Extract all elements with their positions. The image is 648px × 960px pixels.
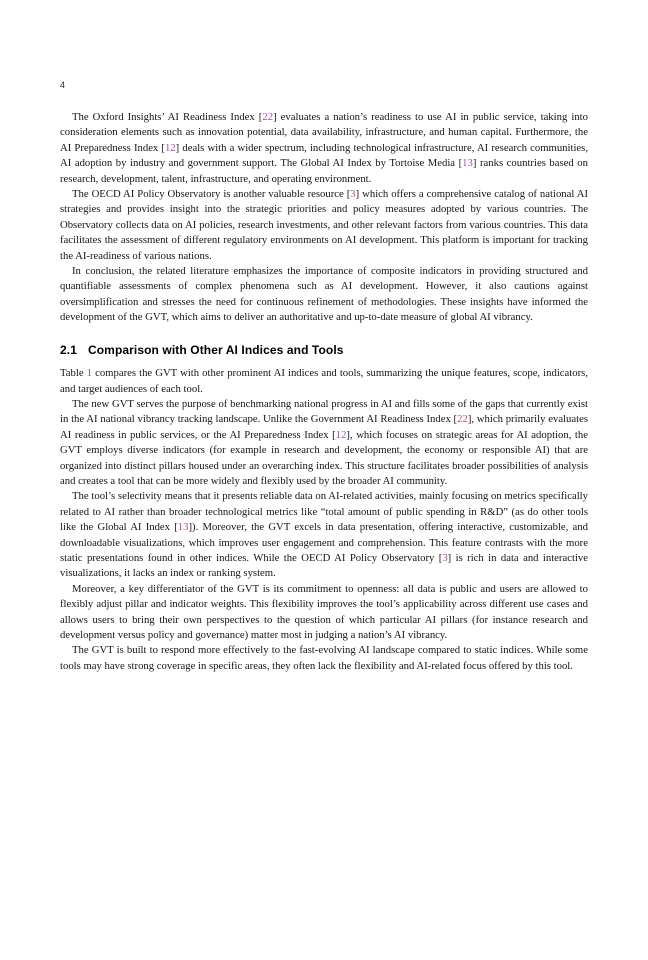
text-run: The Oxford Insights’ AI Readiness Index [	[72, 111, 263, 123]
text-run: ] evaluates a nation’s readiness to use AI in public service, taking into consideration elements such as innovation potential, data availability, infrastructure, and human capital. Furthermore, the AI Preparedness Index [	[60, 111, 588, 154]
paragraph	[60, 187, 588, 264]
text-run: ], which primarily evaluates AI readiness in public services, or the AI Preparedness Index [	[60, 413, 588, 441]
paragraph	[60, 366, 588, 397]
text-run: ] deals with a wider spectrum, including technological infrastructure, AI research communities, AI adoption by industry and government support. The Global AI Index by Tortoise Media [	[60, 141, 588, 170]
section-title: Comparison with Other AI Indices and Tools	[87, 342, 344, 357]
text-run: compares the GVT with other prominent AI indices and tools, summarizing the unique features, scope, indicators, and target audiences of each tool.	[60, 367, 588, 395]
text-run: The new GVT serves the purpose of benchmarking national progress in AI and fills some of the gaps that currently exist in the AI national vibrancy tracking landscape. Unlike the Government AI Readiness Index [	[60, 397, 588, 426]
text-run: ] is rich in data and interactive visualizations, it lacks an index or ranking system.	[60, 551, 588, 580]
citation-link[interactable]: 13	[177, 521, 189, 534]
paragraph	[60, 489, 588, 581]
citation-link[interactable]: 12	[164, 141, 176, 154]
citation-link[interactable]: 22	[457, 413, 468, 426]
citation-link[interactable]: 22	[262, 111, 274, 123]
paragraph	[60, 264, 588, 326]
text-run: ] ranks countries based on research, development, talent, infrastructure, and operating environment.	[60, 157, 588, 185]
text-run: ]). Moreover, the GVT excels in data presentation, offering interactive, customizable, and downloadable visualizations, which improves user engagement and comprehension. This feature contrasts with the more static presentations found in other indices. While the OECD AI Policy Observatory [	[60, 521, 588, 564]
page-body	[60, 110, 588, 674]
text-run: The tool’s selectivity means that it presents reliable data on AI-related activities, mainly focusing on metrics specifically related to AI rather than broader technological metrics like “total amount of public spending in R&D” (as do other tools like the Global AI Index [	[60, 490, 588, 534]
section-number: 2.1	[60, 342, 77, 357]
citation-link[interactable]: 12	[335, 428, 347, 441]
paragraph	[60, 397, 588, 489]
citation-link[interactable]: 3	[350, 188, 356, 201]
text-run: ] which offers a comprehensive catalog of national AI strategies and provides insight into the strategic priorities and policy measures adopted by various countries. The Observatory collects data on AI policies, research investments, and other relevant factors from various countries. This data facilitates the assessment of different regulatory environments on AI development. This platform is important for tracking the AI-readiness of various nations.	[60, 188, 588, 262]
text-run: The OECD AI Policy Observatory is another valuable resource [	[72, 188, 351, 201]
paragraph	[60, 582, 588, 644]
text-run: ], which focuses on strategic areas for AI adoption, the GVT employs diverse indicators (for example in research and development, the economy or responsible AI) that are organized into distinct pillars housed under an overarching index. This structure facilitates broader possibilities of analysis and creates a tool that can be more widely and flexibly used by the broader AI community.	[60, 428, 588, 487]
table-ref-link[interactable]: 1	[86, 367, 93, 380]
text-run: Moreover, a key differentiator of the GVT is its commitment to openness: all data is public and users are allowed to flexibly adjust pillar and indicator weights. This flexibility improves the tool’s applicability across different use cases and allows users to bring their own perspectives to the question of which particular AI pillars (for instance research and development versus policy and governance) matter most in judging a nation’s AI vibrancy.	[60, 582, 588, 641]
citation-link[interactable]: 13	[462, 157, 473, 170]
text-run: Table	[60, 367, 87, 380]
citation-link[interactable]: 3	[442, 551, 448, 564]
page-number: 4	[60, 80, 66, 90]
section-heading	[60, 343, 588, 358]
text-run: In conclusion, the related literature emphasizes the importance of composite indicators in providing structured and quantifiable assessments of complex phenomena such as AI development. However, it also cautions against oversimplification and stresses the need for continuous refinement of methodologies. These insights have informed the development of the GVT, which aims to deliver an authoritative and up-to-date measure of global AI vibrancy.	[60, 265, 588, 324]
paragraph	[60, 110, 588, 187]
text-run: The GVT is built to respond more effectively to the fast-evolving AI landscape compared to static indices. While some tools may have strong coverage in specific areas, they often lack the flexibility and AI-related focus offered by this tool.	[60, 644, 588, 672]
paragraph	[60, 643, 588, 674]
